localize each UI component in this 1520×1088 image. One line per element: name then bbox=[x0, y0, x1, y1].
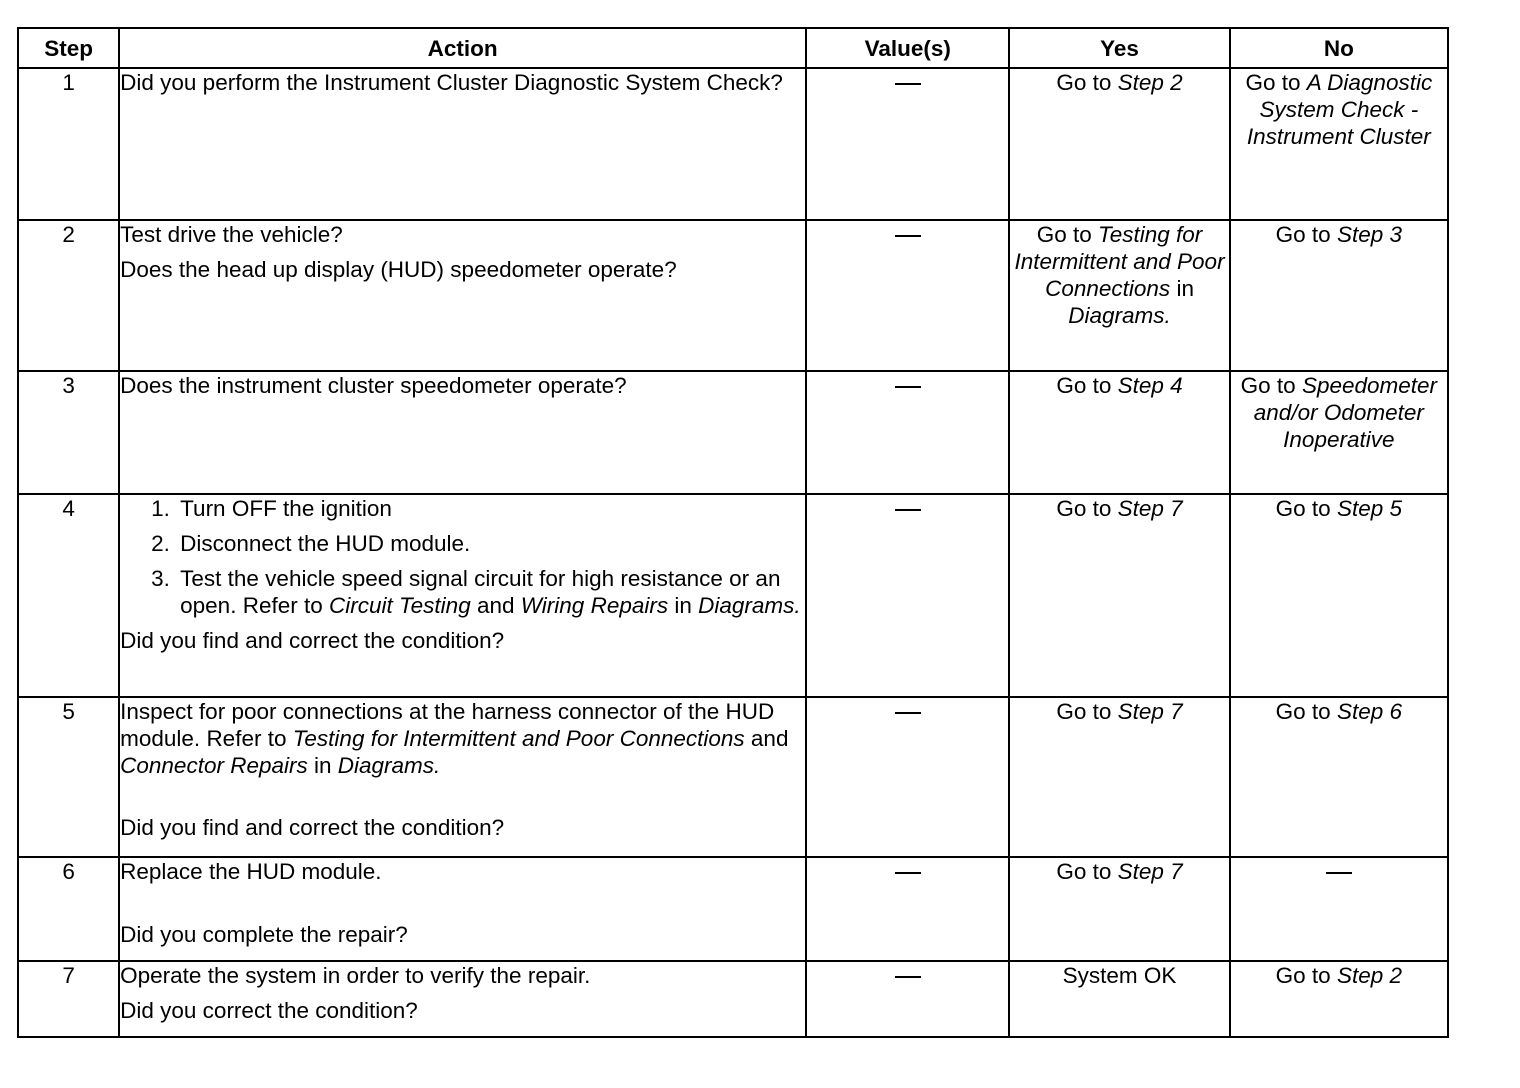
action-in: in bbox=[307, 753, 338, 778]
action-cell bbox=[119, 961, 806, 1037]
list-item-in: in bbox=[668, 593, 699, 618]
yes-text: System OK bbox=[1062, 963, 1177, 988]
yes-cell bbox=[1009, 68, 1229, 220]
step-number: 1 bbox=[18, 68, 119, 220]
no-cell bbox=[1230, 961, 1448, 1037]
table-row bbox=[18, 697, 1448, 857]
header-action: Action bbox=[119, 28, 806, 68]
header-no: No bbox=[1230, 28, 1448, 68]
table-row bbox=[18, 68, 1448, 220]
header-values: Value(s) bbox=[806, 28, 1009, 68]
no-cell bbox=[1230, 494, 1448, 697]
yes-prefix: Go to bbox=[1036, 222, 1099, 247]
list-item: 1. Turn OFF the ignition bbox=[176, 495, 805, 522]
no-cell bbox=[1230, 857, 1448, 961]
action-question: Did you find and correct the condition? bbox=[120, 628, 505, 653]
diagrams-link[interactable]: Diagrams. bbox=[337, 753, 441, 778]
dash-mark bbox=[895, 976, 921, 978]
action-text: Operate the system in order to verify the repair. bbox=[120, 963, 591, 988]
yes-prefix: Go to bbox=[1056, 373, 1118, 398]
step-number: 5 bbox=[18, 697, 119, 857]
circuit-testing-link[interactable]: Circuit Testing bbox=[328, 593, 471, 618]
action-steps-list bbox=[120, 495, 805, 619]
yes-cell bbox=[1009, 220, 1229, 371]
yes-link[interactable]: Step 7 bbox=[1117, 859, 1183, 884]
action-text: Replace the HUD module. bbox=[120, 859, 382, 884]
dash-mark bbox=[1326, 872, 1352, 874]
table-row bbox=[18, 961, 1448, 1037]
action-and: and bbox=[744, 726, 789, 751]
no-cell bbox=[1230, 371, 1448, 494]
header-yes: Yes bbox=[1009, 28, 1229, 68]
dash-mark bbox=[895, 386, 921, 388]
dash-mark bbox=[895, 235, 921, 237]
value-cell bbox=[806, 68, 1009, 220]
yes-prefix: Go to bbox=[1056, 496, 1118, 521]
diagnostic-table bbox=[17, 27, 1449, 1038]
step-number: 3 bbox=[18, 371, 119, 494]
no-link[interactable]: Step 5 bbox=[1336, 496, 1403, 521]
value-cell bbox=[806, 857, 1009, 961]
value-cell bbox=[806, 220, 1009, 371]
value-cell bbox=[806, 961, 1009, 1037]
step-number: 7 bbox=[18, 961, 119, 1037]
dash-mark bbox=[895, 83, 921, 85]
yes-cell bbox=[1009, 697, 1229, 857]
step-number: 4 bbox=[18, 494, 119, 697]
yes-prefix: Go to bbox=[1056, 699, 1118, 724]
table-row bbox=[18, 494, 1448, 697]
no-prefix: Go to bbox=[1275, 699, 1337, 724]
wiring-repairs-link[interactable]: Wiring Repairs bbox=[520, 593, 669, 618]
dash-mark bbox=[895, 872, 921, 874]
table-header-row bbox=[18, 28, 1448, 68]
action-question: Did you correct the condition? bbox=[120, 998, 418, 1023]
dash-mark bbox=[895, 712, 921, 714]
action-cell bbox=[119, 68, 806, 220]
action-cell bbox=[119, 371, 806, 494]
yes-mid: in bbox=[1170, 276, 1194, 301]
list-item-and: and bbox=[470, 593, 521, 618]
header-step: Step bbox=[18, 28, 119, 68]
action-cell bbox=[119, 697, 806, 857]
yes-cell bbox=[1009, 961, 1229, 1037]
action-text: Does the instrument cluster speedometer operate? bbox=[120, 373, 627, 398]
no-link[interactable]: Speedometer and/or Odometer Inoperative bbox=[1253, 373, 1438, 452]
yes-link[interactable]: Step 2 bbox=[1117, 70, 1183, 95]
list-item bbox=[176, 565, 805, 619]
no-prefix: Go to bbox=[1275, 496, 1337, 521]
action-cell bbox=[119, 857, 806, 961]
table-row bbox=[18, 220, 1448, 371]
diagrams-link[interactable]: Diagrams. bbox=[698, 593, 801, 618]
no-prefix: Go to bbox=[1275, 963, 1337, 988]
yes-prefix: Go to bbox=[1056, 70, 1118, 95]
no-cell bbox=[1230, 220, 1448, 371]
yes-cell bbox=[1009, 494, 1229, 697]
yes-link[interactable]: Step 7 bbox=[1117, 699, 1183, 724]
list-item-text: Test the vehicle speed signal circuit for high resistance or an open. Refer to bbox=[180, 566, 781, 618]
table-row bbox=[18, 371, 1448, 494]
testing-link[interactable]: Testing for Intermittent and Poor Connections bbox=[292, 726, 745, 751]
step-number: 6 bbox=[18, 857, 119, 961]
action-question: Does the head up display (HUD) speedometer operate? bbox=[120, 257, 677, 282]
yes-cell bbox=[1009, 857, 1229, 961]
table-row bbox=[18, 857, 1448, 961]
no-prefix: Go to bbox=[1240, 373, 1302, 398]
no-cell bbox=[1230, 68, 1448, 220]
yes-link[interactable]: Testing for Intermittent and Poor Connections bbox=[1014, 222, 1225, 301]
action-question: Did you find and correct the condition? bbox=[120, 815, 505, 840]
action-cell bbox=[119, 220, 806, 371]
value-cell bbox=[806, 371, 1009, 494]
action-question: Did you complete the repair? bbox=[120, 922, 408, 947]
yes-link[interactable]: Step 4 bbox=[1117, 373, 1183, 398]
value-cell bbox=[806, 697, 1009, 857]
action-text: Test drive the vehicle? bbox=[120, 222, 343, 247]
action-cell bbox=[119, 494, 806, 697]
no-link[interactable]: A Diagnostic System Check - Instrument Cluster bbox=[1246, 70, 1433, 149]
no-prefix: Go to bbox=[1275, 222, 1337, 247]
no-prefix: Go to bbox=[1245, 70, 1307, 95]
no-link[interactable]: Step 3 bbox=[1336, 222, 1403, 247]
yes-link-diagrams[interactable]: Diagrams. bbox=[1068, 303, 1171, 328]
yes-cell bbox=[1009, 371, 1229, 494]
no-link[interactable]: Step 2 bbox=[1336, 963, 1403, 988]
no-cell bbox=[1230, 697, 1448, 857]
list-item: 2. Disconnect the HUD module. bbox=[176, 530, 805, 557]
action-text: Did you perform the Instrument Cluster Diagnostic System Check? bbox=[120, 70, 783, 95]
action-text bbox=[120, 698, 805, 779]
no-link[interactable]: Step 6 bbox=[1336, 699, 1403, 724]
connector-repairs-link[interactable]: Connector Repairs bbox=[120, 753, 308, 778]
action-text-start: Inspect for poor connections at the harness connector of the HUD module. Refer to bbox=[120, 699, 775, 751]
yes-link[interactable]: Step 7 bbox=[1117, 496, 1183, 521]
value-cell bbox=[806, 494, 1009, 697]
yes-prefix: Go to bbox=[1056, 859, 1118, 884]
step-number: 2 bbox=[18, 220, 119, 371]
dash-mark bbox=[895, 509, 921, 511]
